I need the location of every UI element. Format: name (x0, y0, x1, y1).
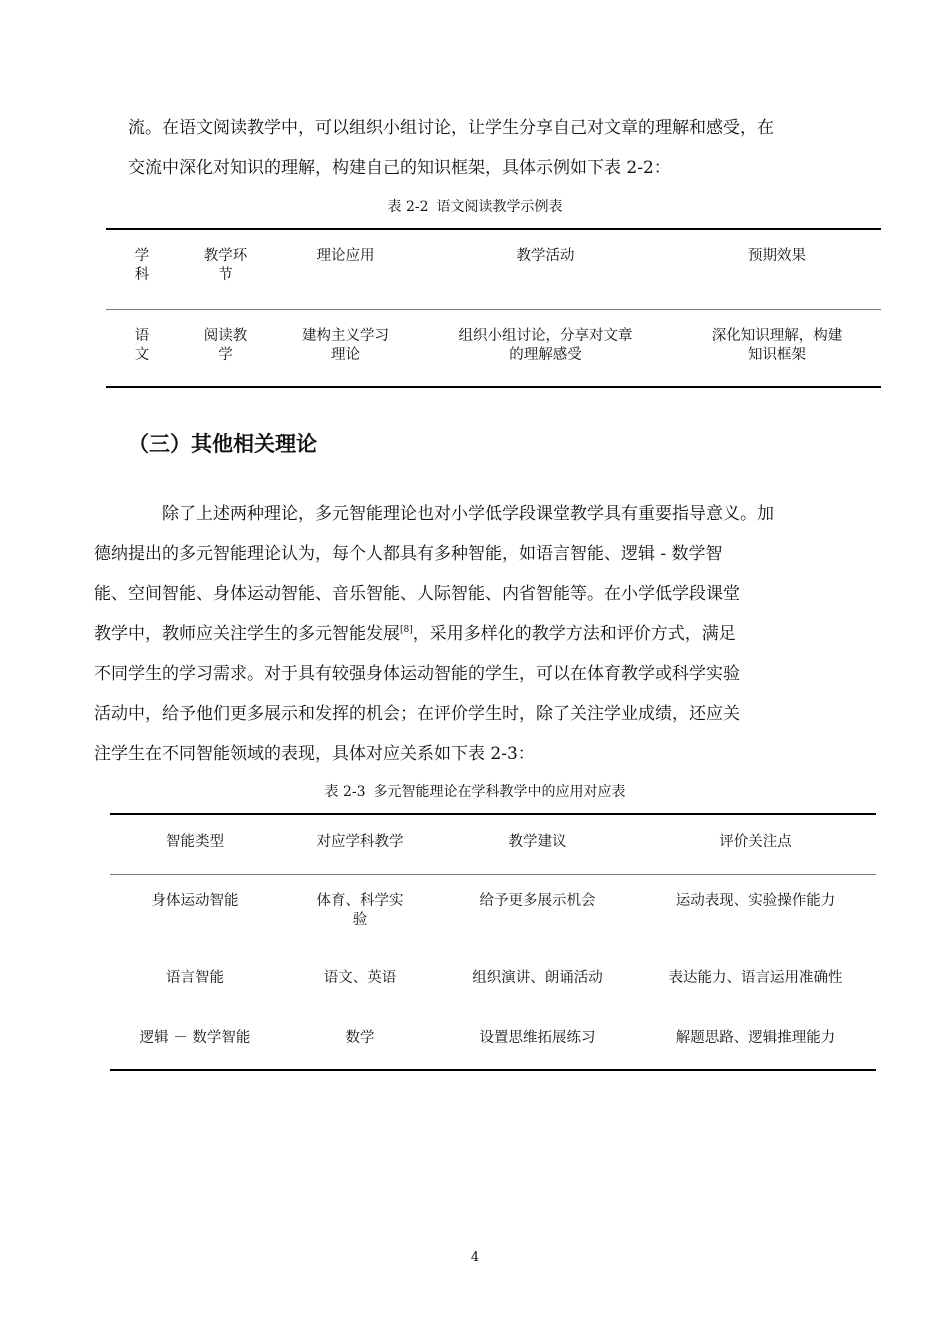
body-line-3: 能、空间智能、身体运动智能、音乐智能、人际智能、内省智能等。在小学低学段课堂 (94, 584, 740, 604)
table-2-3-caption (0, 781, 950, 801)
table-2-3-caption-number: 表 2-3 (324, 784, 366, 800)
body-line-5: 不同学生的学习需求。对于具有较强身体运动智能的学生，可以在体育教学或科学实验 (94, 664, 740, 684)
body-line-6: 活动中，给予他们更多展示和发挥的机会；在评价学生时，除了关注学业成绩，还应关 (94, 704, 740, 724)
body-line-7: 注学生在不同智能领域的表现，具体对应关系如下表 2-3： (94, 744, 535, 764)
t2-cell: 语文、英语 (323, 970, 397, 986)
t2-cell: 组织演讲、朗诵活动 (472, 970, 603, 986)
t2-cell: 数学 (345, 1030, 375, 1046)
t1-cell: 深化知识理解，构建 知识框架 (711, 327, 843, 363)
page-number: 4 (470, 1250, 480, 1265)
table-2-2-caption (0, 196, 950, 216)
table-row (106, 309, 881, 387)
t2-cell: 给予更多展示机会 (479, 892, 596, 909)
table-2-2-caption-title: 语文阅读教学示例表 (436, 199, 563, 215)
table-2-2-header-row (106, 229, 881, 309)
t1-header-cell: 预期效果 (673, 229, 881, 309)
body-line-4-text-end: ，采用多样化的教学方法和评价方式，满足 (412, 624, 736, 644)
t2-cell: 身体运动智能 (151, 892, 239, 909)
t2-cell: 逻辑 － 数学智能 (139, 1030, 251, 1046)
t2-cell: 解题思路、逻辑推理能力 (675, 1030, 836, 1046)
body-line-4-text: 教学中，教师应关注学生的多元智能发展 (94, 624, 400, 644)
t2-header-cell: 对应学科教学 (280, 814, 440, 874)
t2-header-cell: 评价关注点 (635, 814, 876, 874)
intro-line-1: 流。在语文阅读教学中，可以组织小组讨论，让学生分享自己对文章的理解和感受，在 (128, 118, 774, 138)
t2-cell: 语言智能 (166, 970, 224, 986)
table-2-2 (106, 228, 881, 388)
t2-cell: 体育、科学实 验 (316, 892, 404, 928)
body-paragraph (94, 494, 858, 774)
table-2-2-caption-number: 表 2-2 (387, 199, 429, 215)
body-line-1: 除了上述两种理论，多元智能理论也对小学低学段课堂教学具有重要指导意义。加 (162, 504, 774, 524)
t1-cell: 语 文 (134, 327, 150, 363)
intro-paragraph (128, 108, 858, 188)
citation-ref: [8] (400, 625, 413, 635)
t1-cell: 建构主义学习 理论 (302, 327, 389, 363)
table-2-3-header-row (110, 814, 876, 874)
t1-cell: 阅读教 学 (203, 327, 248, 363)
t2-header-cell: 教学建议 (440, 814, 635, 874)
table-row (110, 952, 876, 1012)
table-row (110, 874, 876, 952)
table-2-3 (110, 813, 876, 1071)
table-row (110, 1012, 876, 1070)
t2-cell: 表达能力、语言运用准确性 (668, 970, 843, 986)
table-2-3-caption-title: 多元智能理论在学科教学中的应用对应表 (373, 784, 626, 800)
t1-cell: 组织小组讨论，分享对文章 的理解感受 (458, 327, 633, 363)
t2-cell: 运动表现、实验操作能力 (675, 892, 836, 909)
body-line-2: 德纳提出的多元智能理论认为，每个人都具有多种智能，如语言智能、逻辑 - 数学智 (94, 544, 723, 564)
t1-header-cell: 教学环 节 (178, 229, 273, 309)
t1-header-cell: 学 科 (106, 229, 178, 309)
t1-header-cell: 教学活动 (418, 229, 673, 309)
t2-cell: 设置思维拓展练习 (479, 1030, 596, 1046)
section-heading: （三）其他相关理论 (128, 432, 317, 456)
body-line-4 (94, 624, 736, 644)
intro-line-2: 交流中深化对知识的理解，构建自己的知识框架，具体示例如下表 2-2： (128, 158, 671, 178)
t2-header-cell: 智能类型 (110, 814, 280, 874)
t1-header-cell: 理论应用 (273, 229, 418, 309)
